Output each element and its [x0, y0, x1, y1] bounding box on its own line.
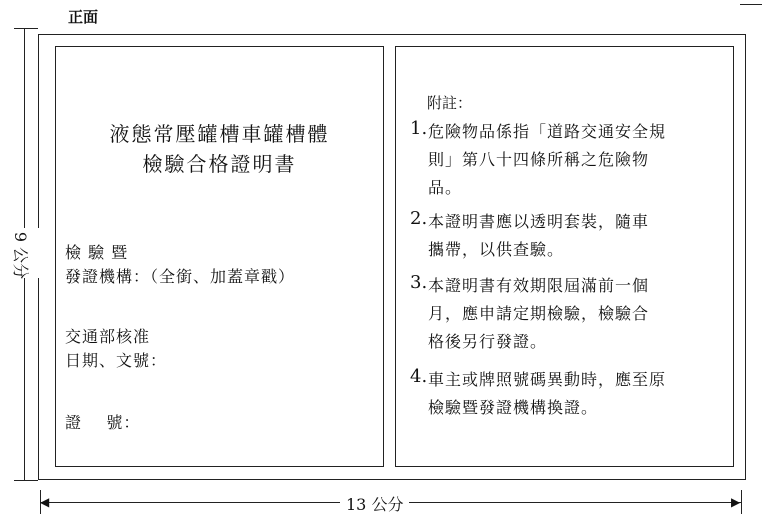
note-line: 檢驗暨發證機構換證。 — [428, 398, 599, 417]
arrow-right-icon: ▶ — [731, 495, 741, 509]
note-line: 則」第八十四條所稱之危險物 — [428, 150, 650, 169]
height-dimension-tick-top — [14, 28, 38, 29]
inspection-label: 檢 驗 暨 — [65, 243, 129, 262]
note-line: 危險物品係指「道路交通安全規 — [428, 122, 667, 141]
width-dimension-label: 13 公分 — [340, 492, 409, 515]
notes-heading: 附註： — [427, 94, 473, 112]
note-line: 本證明書應以透明套裝，隨車 — [428, 212, 650, 231]
cert-number-label: 證 號： — [65, 413, 141, 432]
note-number: 3. — [410, 272, 428, 293]
date-label: 日期、文號： — [65, 351, 168, 370]
issuer-label: 發證機構：（全銜、加蓋章戳） — [65, 267, 296, 286]
certificate-title-line1: 液態常壓罐槽車罐槽體 — [109, 122, 330, 146]
corner-mark — [740, 0, 762, 5]
height-dimension-label: 9 公分 — [11, 231, 31, 280]
height-dimension-tick-bottom — [14, 480, 38, 481]
note-line: 攜帶，以供查驗。 — [428, 240, 565, 259]
note-number: 1. — [410, 118, 428, 139]
note-line: 本證明書有效期限屆滿前一個 — [428, 276, 650, 295]
note-line: 月，應申請定期檢驗，檢驗合 — [428, 304, 650, 323]
note-number: 2. — [410, 208, 428, 229]
arrow-left-icon: ◀ — [40, 495, 50, 509]
note-line: 車主或牌照號碼異動時，應至原 — [428, 370, 667, 389]
certificate-title-line2: 檢驗合格證明書 — [142, 152, 297, 176]
approval-label: 交通部核准 — [65, 327, 151, 346]
side-label: 正面 — [68, 8, 99, 26]
note-number: 4. — [410, 366, 428, 387]
width-dimension-tick-right — [741, 490, 742, 514]
note-line: 品。 — [428, 178, 463, 197]
note-line: 格後另行發證。 — [428, 332, 548, 351]
